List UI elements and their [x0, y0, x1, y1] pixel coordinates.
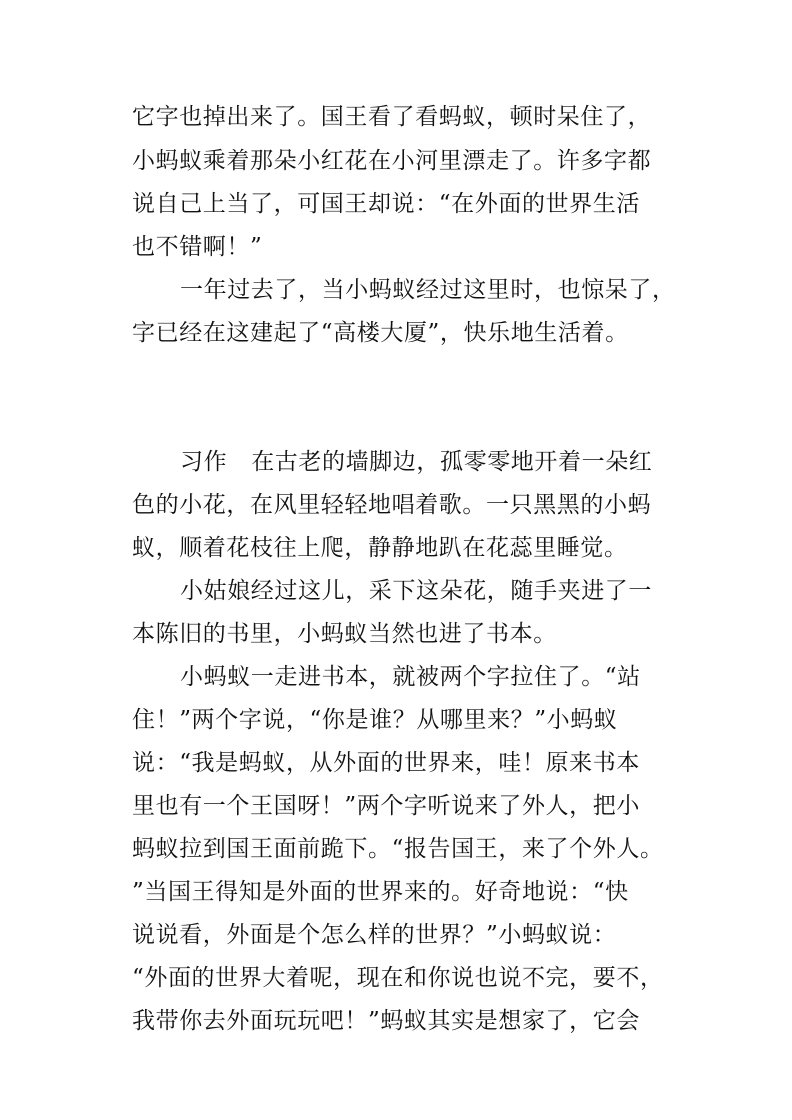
text-line: 说自己上当了，可国王却说：“在外面的世界生活: [132, 191, 640, 217]
text-line: 小蚂蚁乘着那朵小红花在小河里漂走了。许多字都: [132, 148, 652, 174]
essay-label: 习作: [180, 449, 228, 475]
text-line: ”当国王得知是外面的世界来的。好奇地说：“快: [132, 879, 629, 905]
essay-first-line-text: 在古老的墙脚边，孤零零地开着一朵红: [251, 449, 653, 475]
essay-first-line: [180, 442, 720, 482]
text-line: 本陈旧的书里，小蚂蚁当然也进了书本。: [132, 621, 557, 647]
text-line: 蚁，顺着花枝往上爬，静静地趴在花蕊里睡觉。: [132, 535, 628, 561]
text-line: 也不错啊！”: [132, 234, 263, 260]
text-line: 里也有一个王国呀！”两个字听说来了外人，把小: [132, 793, 640, 819]
text-line: 小蚂蚁一走进书本，就被两个字拉住了。“站: [180, 664, 641, 690]
text-line: 说说看，外面是个怎么样的世界？”小蚂蚁说：: [132, 922, 617, 948]
text-line: “外面的世界大着呢，现在和你说也说不完，要不，: [132, 965, 664, 991]
text-line: 小姑娘经过这儿，采下这朵花，随手夹进了一: [180, 578, 652, 604]
text-line: 一年过去了，当小蚂蚁经过这里时，也惊呆了，: [180, 277, 676, 303]
text-line: 蚂蚁拉到国王面前跪下。“报告国王，来了个外人。: [132, 836, 664, 862]
text-line: 色的小花，在风里轻轻地唱着歌。一只黑黑的小蚂: [132, 492, 652, 518]
text-line: 住！”两个字说，“你是谁？从哪里来？”小蚂蚁: [132, 707, 618, 733]
text-line: 我带你去外面玩玩吧！”蚂蚁其实是想家了，它会: [132, 1008, 640, 1034]
text-line: 它字也掉出来了。国王看了看蚂蚁，顿时呆住了，: [132, 104, 652, 130]
text-line: 说：“我是蚂蚁，从外面的世界来，哇！原来书本: [132, 750, 640, 776]
text-line: 字已经在这建起了“高楼大厦”，快乐地生活着。: [132, 320, 629, 346]
